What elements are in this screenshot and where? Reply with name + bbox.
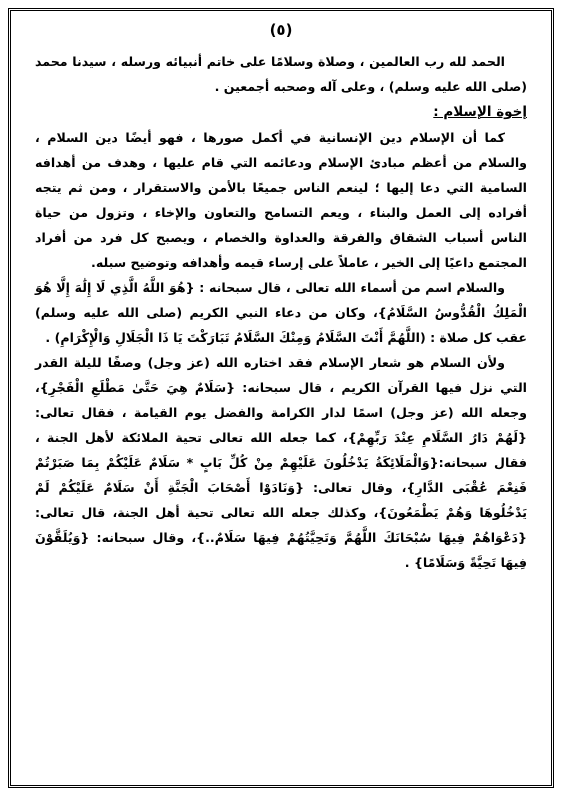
paragraph-2: والسلام اسم من أسماء الله تعالى ، قال سبحانه : {هُوَ اللَّهُ الَّذِي لَا إِلَٰهَ إِلَّا هُوَ الْمَلِكُ الْقُدُّوسُ السَّلَامُ}، وكان من دعاء النبي الكريم (صلى الله عليه وسلم) عقب كل صلاة : (اللَّهُمَّ أَنْتَ السَّلَامُ وَمِنْكَ السَّلَامُ تَبَارَكْتَ يَا ذَا الْجَلَالِ وَالْإِكْرَامِ) . (35, 280, 527, 345)
section-heading (35, 99, 527, 125)
intro-paragraph: الحمد لله رب العالمين ، وصلاة وسلامًا على خاتم أنبيائه ورسله ، سيدنا محمد (صلى الله عليه وسلم) ، وعلى آله وصحبه أجمعين . (35, 54, 527, 94)
paragraph-3: ولأن السلام هو شعار الإسلام فقد اختاره الله (عز وجل) وصفًا لليلة القدر التي نزل فيها القرآن الكريم ، قال سبحانه: {سَلَامٌ هِيَ حَتَّىٰ مَطْلَعِ الْفَجْرِ}، وجعله الله (عز وجل) اسمًا لدار الكرامة والفضل يوم القيامة ، فقال تعالى: {لَهُمْ دَارُ السَّلَامِ عِنْدَ رَبِّهِمْ}، كما جعله الله تعالى تحية الملائكة لأهل الجنة ، فقال سبحانه:{وَالْمَلَائِكَةُ يَدْخُلُونَ عَلَيْهِمْ مِنْ كُلِّ بَابٍ * سَلَامٌ عَلَيْكُمْ بِمَا صَبَرْتُمْ فَنِعْمَ عُقْبَى الدَّارِ}، وقال تعالى: {وَنَادَوْا أَصْحَابَ الْجَنَّةِ أَنْ سَلَامٌ عَلَيْكُمْ لَمْ يَدْخُلُوهَا وَهُمْ يَطْمَعُونَ}، وكذلك جعله الله تعالى تحية أهل الجنة، قال تعالى: {دَعْوَاهُمْ فِيهَا سُبْحَانَكَ اللَّهُمَّ وَتَحِيَّتُهُمْ فِيهَا سَلَامٌ..}، وقال سبحانه: {وَيُلَقَّوْنَ فِيهَا تَحِيَّةً وَسَلَامًا} . (35, 355, 527, 570)
page-border (8, 8, 554, 788)
page-number: (٥) (269, 21, 293, 39)
section-heading-text: إخوة الإسلام : (433, 104, 527, 120)
document-body (35, 49, 527, 575)
paragraph-1: كما أن الإسلام دين الإنسانية في أكمل صورها ، فهو أيضًا دين السلام ، والسلام من أعظم مبادئ الإسلام ودعائمه التي قام عليها ، وهدف من أهدافه السامية التي دعا إليها ؛ لينعم الناس جميعًا بالأمن والاستقرار ، ومن ثم يتجه أفراده إلى العمل والبناء ، ويعم التسامح والتعاون والإخاء ، وتزول من حياة الناس أسباب الشقاق والفرقة والعداوة والخصام ، ويصبح كل فرد من أفراد المجتمع داعيًا إلى الخير ، عاملاً على إرساء قيمه وأهدافه وتوضيح سبله. (35, 130, 527, 270)
